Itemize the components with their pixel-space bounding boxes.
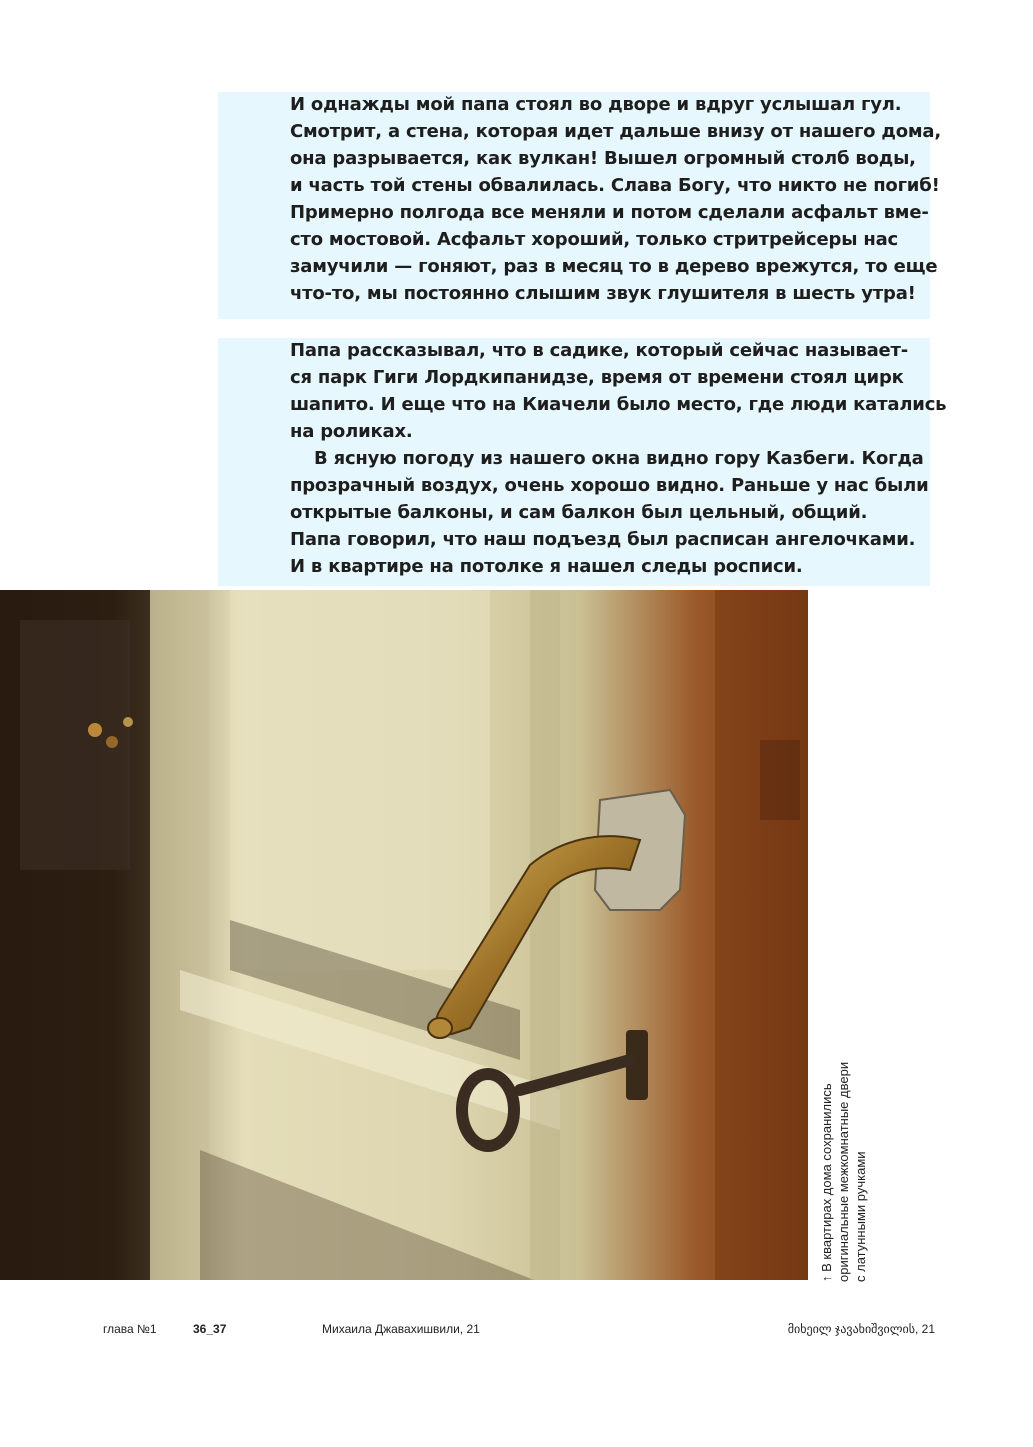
text-line: на роликах.: [290, 421, 413, 442]
paragraph-3: [290, 445, 940, 580]
door-photo: [0, 590, 808, 1280]
footer-chapter: глава №1: [103, 1322, 157, 1336]
text-line: шапито. И еще что на Киачели было место, где люди катались: [290, 394, 947, 415]
footer-address-ru: Михаила Джавахишвили, 21: [322, 1322, 480, 1336]
text-line: открытые балконы, и сам балкон был цельный, общий.: [290, 502, 868, 523]
text-line: сто мостовой. Асфальт хороший, только стритрейсеры нас: [290, 229, 899, 250]
footer-address-ge: მიხეილ ჯავახიშვილის, 21: [787, 1322, 935, 1336]
text-line: ся парк Гиги Лордкипанидзе, время от времени стоял цирк: [290, 367, 904, 388]
paragraph-1: [290, 91, 940, 307]
paragraph-2: [290, 337, 947, 445]
caption-line: ↑ В квартирах дома сохранились: [819, 1083, 834, 1282]
text-line: И в квартире на потолке я нашел следы росписи.: [290, 556, 803, 577]
text-line: В ясную погоду из нашего окна видно гору Казбеги. Когда: [314, 448, 924, 469]
footer-page-numbers: 36_37: [193, 1322, 227, 1336]
text-line: что-то, мы постоянно слышим звук глушителя в шесть утра!: [290, 283, 916, 304]
caption-line: с латунными ручками: [853, 1151, 868, 1282]
photo-caption: [818, 1010, 878, 1282]
text-line: Примерно полгода все меняли и потом сделали асфальт вме-: [290, 202, 929, 223]
text-line: Смотрит, а стена, которая идет дальше внизу от нашего дома,: [290, 121, 942, 142]
text-line: замучили — гоняют, раз в месяц то в дерево врежутся, то еще: [290, 256, 938, 277]
caption-line: оригинальные межкомнатные двери: [836, 1061, 851, 1282]
text-line: и часть той стены обвалилась. Слава Богу, что никто не погиб!: [290, 175, 940, 196]
door-handle-illustration: [0, 590, 808, 1280]
text-line: она разрывается, как вулкан! Вышел огромный столб воды,: [290, 148, 916, 169]
text-line: прозрачный воздух, очень хорошо видно. Раньше у нас были: [290, 475, 929, 496]
text-line: Папа рассказывал, что в садике, который сейчас называет-: [290, 340, 909, 361]
text-line: Папа говорил, что наш подъезд был расписан ангелочками.: [290, 529, 916, 550]
text-line: И однажды мой папа стоял во дворе и вдруг услышал гул.: [290, 94, 902, 115]
